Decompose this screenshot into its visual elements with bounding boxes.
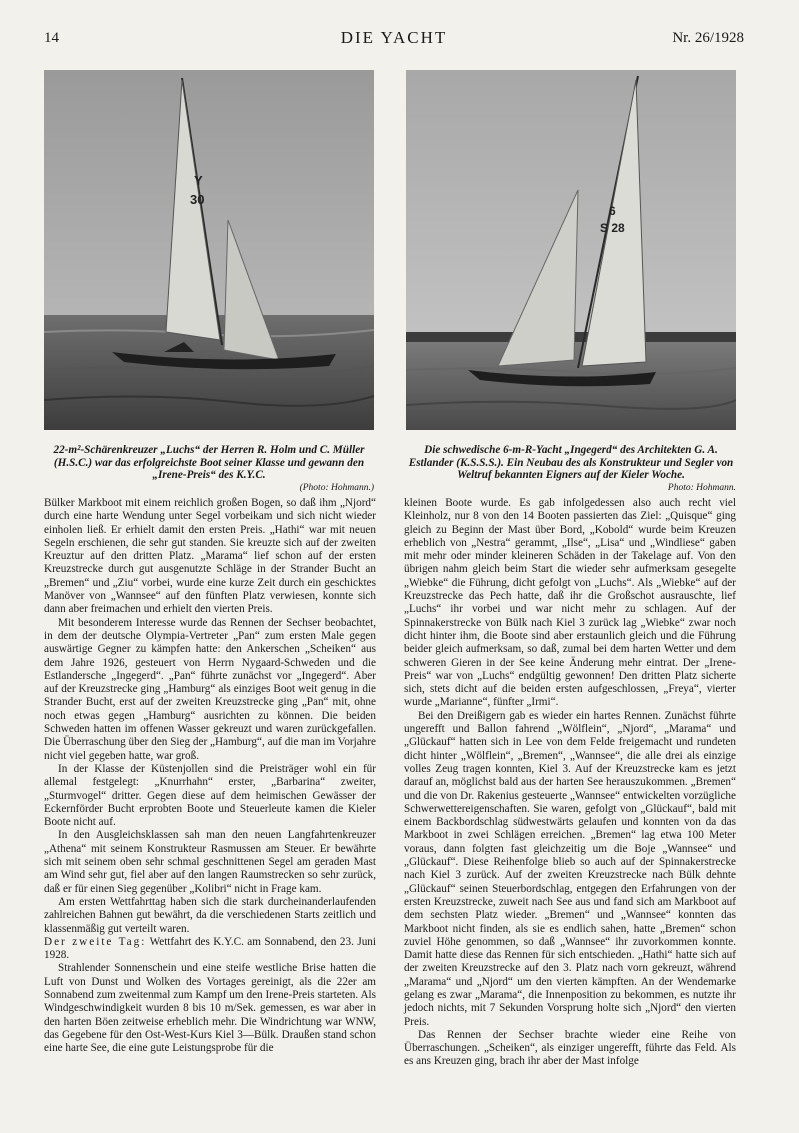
caption-left: [44, 444, 374, 494]
photo-6m-yacht-ingegerd: [406, 70, 736, 430]
paragraph: In den Ausgleichsklassen sah man den neuen Langfahrtenkreuzer „Athena“ mit seinem Konstrukteur Rasmussen am Steuer. Er bewährte sich mit seinem oben sehr schmal geschnittenen Segel am geraden Mast am Wind sehr gut, fiel aber auf den langen Raumstrecken so sehr zurück, daß er für einen Sieg gegenüber „Kolibri“ nicht in Frage kam.: [44, 829, 376, 895]
paragraph: Bülker Markboot mit einem reichlich großen Bogen, so daß ihm „Njord“ durch eine harte Wendung unter Segel vorbeikam und sich nicht wieder einholen ließ. Er erhielt damit den ersten Preis. „Hathi“ war mit neuen Segeln erschienen, die sehr gut standen. Sie kreuzte sich auf der zweiten Kreuztur auf den dritten Platz. „Marama“ lief schon auf der ersten Kreuzstrecke durch gut ausgenutzte Schläge in der Strander Bucht an „Bremen“ und „Ziu“ vorbei, wurde eine kurze Zeit durch ein geschicktes Manöver von „Wannsee“ auf den fünften Platz verwiesen, konnte sich dann aber freimachen und erhielt den vierten Preis.: [44, 497, 376, 616]
paragraph: In der Klasse der Küstenjollen sind die Preisträger wohl ein für allemal festgelegt: „Knurrhahn“ erster, „Barbarina“ zweiter, „Sturmvogel“ dritter. Gegen diese auf dem heimischen Gewässer der Eckernförder Bucht erprobten Boote und Steuerleute kamen die Kieler Boote nicht auf.: [44, 762, 376, 829]
body-column-left: [44, 497, 376, 1055]
section-heading-label: Der zweite Tag:: [44, 935, 147, 948]
caption-left-credit: (Photo: Hohmann.): [299, 482, 374, 493]
paragraph: Bei den Dreißigern gab es wieder ein hartes Rennen. Zunächst führte ungerefft und Ballon fahrend „Wölflein“, „Njord“, „Marama“ und „Glückauf“ hatten sich in Lee von dem Felde freigemacht und rundeten dicht hinter „Wölflein“, „Bremen“, „Wannsee“, die alle drei als einzige volles Zeug tragen konnten, Kiel 3. Auf der Kreuzstrecke kam es jetzt darauf an, möglichst bald aus der harten See herauszukommen. „Bremen“ und die von Dr. Rakenius gesteuerte „Wannsee“ entwickelten vorzügliche Schwerwettereigenschaften. Sie waren, gefolgt von „Glückauf“, bald mit einem Backbordschlag südwestwärts gelaufen und konnten von da das Markboot in zwei Schlägen erreichen. „Bremen“ lag etwa 100 Meter voraus, dann folgten fast gleichzeitig um die Boje „Wannsee“ und „Glückauf“. Diese Reihenfolge blieb so auch auf der Spinnakerstrecke nach Kiel 3 zurück. Auf der zweiten Kreuzstrecke nach Bülk dehnte „Glückauf“ seinen Steuerbordschlag, entgegen den Erfahrungen von der ersten Kreuzstrecke, zuweit nach See aus und fand sich am Markboot auf dem sechsten Platz wieder. „Bremen“ und „Wannsee“ konnten das Markboot nicht finden, als sie es endlich sahen, hatte „Bremen“ schon zuviel Höhe genommen, so daß „Wannsee“ ihr zuvorkommen konnte. Damit hatte diese das Rennen für sich entschieden. „Hathi“ hatte sich auf der zweiten Kreuzstrecke auf den 3. Platz nach vorn gekreuzt, während „Marama“ und „Njord“ um den vierten kämpften. An der Wendemarke gelang es zwar „Marama“, die Innenposition zu bekommen, es nutzte ihr jedoch nichts, mit 7 Sekunden Vorsprung holte sich „Njord“ den vierten Preis.: [404, 709, 736, 1028]
paragraph: Mit besonderem Interesse wurde das Rennen der Sechser beobachtet, in dem der deutsche Olympia-Vertreter „Pan“ zum ersten Male gegen auswärtige Gegner zu kämpfen hatte: den Ankerschen „Scheiken“ aus dem Jahre 1926, gesteuert von Herrn Nygaard-Schweden und die Estlandersche „Ingegerd“. „Pan“ führte zunächst vor „Ingegerd“. Aber auf der Kreuzstrecke ging „Hamburg“ als einziges Boot weit genug in die Strander Bucht, erst auf der zweiten Kreuzstrecke ging „Pan“ mit, ohne noch etwas gegen „Hamburg“ ausrichten zu können. Die beiden Schweden hatten im offenen Wasser gekreuzt und waren zurückgefallen. Die Überraschung über den Sieg der „Hamburg“, auf die man im Vorjahre nicht viel gegeben hatte, war groß.: [44, 616, 376, 762]
body-column-right: [404, 497, 736, 1069]
sail-number: 30: [190, 192, 205, 207]
sail-letter: Y: [194, 173, 203, 188]
issue-number: Nr. 26/1928: [672, 30, 744, 46]
photo-skerry-cruiser-luchs: [44, 70, 374, 430]
caption-right-credit: Photo: Hohmann.: [667, 482, 736, 493]
caption-right: [406, 444, 736, 494]
paragraph: Das Rennen der Sechser brachte wieder eine Reihe von Überraschungen. „Scheiken“, als einziger ungerefft, führte das Feld. Als es ans Kreuzen ging, brach ihr aber der Mast infolge: [404, 1028, 736, 1068]
caption-right-text: Die schwedische 6-m-R-Yacht „Ingegerd“ des Architekten G. A. Estlander (K.S.S.S.). Ein Neubau des als Konstrukteur und Segler von Weltruf bekannten Eigners auf der Kieler Woche.: [408, 444, 734, 481]
paragraph: Am ersten Wettfahrttag haben sich die stark durcheinanderlaufenden zahlreichen Bahnen gut bewährt, da die verschiedenen Starts zeitlich und klassenmäßig gut verteilt waren.: [44, 895, 376, 935]
caption-left-text: 22-m²-Schärenkreuzer „Luchs“ der Herren R. Holm und C. Müller (H.S.C.) war das erfolgreichste Boot seiner Klasse und gewann den „Irene-Preis“ des K.Y.C.: [53, 444, 365, 481]
page-number: 14: [44, 30, 59, 46]
section-heading: [44, 936, 376, 963]
magazine-title: DIE YACHT: [340, 28, 448, 47]
sail-number-top: 6: [609, 204, 616, 218]
paragraph: Strahlender Sonnenschein und eine steife westliche Brise hatten die Luft von Dunst und Wolken des Vortages gereinigt, als die 22er am Sonnabend zum zweitenmal zum Kampf um den Irene-Preis starteten. Als Windgeschwindigkeit wurden 8 bis 10 m/Sek. gemessen, es war aber in den harten Böen zeitweise erheblich mehr. Die Windrichtung war WNW, das Gegebene für den Ost-West-Kurs Kiel 3—Bülk. Draußen stand schon eine harte See, die eine gute Leistungsprobe für die: [44, 962, 376, 1055]
section-heading-text: Wettfahrt des K.Y.C. am Sonnabend, den 23. Juni 1928.: [44, 935, 376, 962]
sail-number-bottom: S 28: [600, 221, 625, 235]
paragraph: kleinen Boote wurde. Es gab infolgedessen also auch recht viel Kleinholz, nur 8 von den 14 Booten passierten das Ziel: „Quisque“ ging gleich zu Beginn der Mast über Bord, „Kobold“ wurde beim Kreuzen erheblich von „Nestra“ gerammt, „Ilse“, „Lisa“ und „Windliese“ gaben mit mehr oder minder kleineren Schäden in der Takelage auf. Von den übrigen nahm gleich beim Start die wieder sehr aufmerksam gesegelte „Wiebke“ die Führung, dicht gefolgt von „Luchs“. Als „Wiebke“ auf der Kreuzstrecke das Pech hatte, daß ihr die Großschot ausrauschte, lief „Luchs“ ihr vorbei und war nicht mehr zu schlagen. Auf der Spinnakerstrecke von Bülk nach Kiel 3 zurück lag „Wiebke“ zwar noch dicht hinter ihm, die Boote sind aber erstaunlich gleich und die Führung beider gleich aufmerksam, so daß, zumal bei dem harten Wetter und dem schweren Gieren in der See keine Änderung mehr eintrat. Der „Irene-Preis“ war von „Luchs“ endgültig gewonnen! Den dritten Platz sicherte sich, stets dicht auf die beiden ersten aufgeschlossen, „Freya“, vierter wurde „Marianne“, fünfter „Irmi“.: [404, 497, 736, 709]
page-header: [44, 30, 744, 54]
